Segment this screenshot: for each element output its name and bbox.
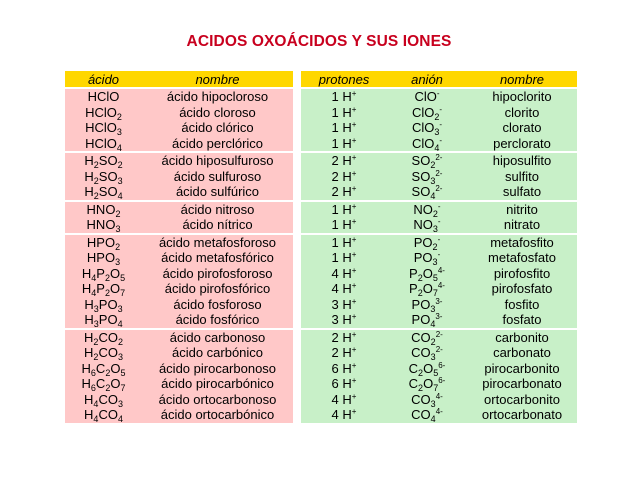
ion-name: metafosfato (488, 250, 556, 265)
anion-cell (387, 330, 467, 423)
protons: 4 H+ (331, 265, 357, 281)
protons: 4 H+ (331, 281, 357, 296)
ion-name: pirofosfato (491, 281, 553, 296)
acid-name: ácido pirocarbonoso (158, 360, 277, 376)
anion: ClO- (414, 89, 440, 104)
acid-name: ácido sulfuroso (173, 168, 262, 184)
protons: 1 H+ (331, 217, 357, 232)
acid-formula-cell (65, 153, 142, 200)
anion: $NO_2^-$ (413, 201, 441, 219)
protons: 2 H+ (331, 153, 357, 168)
protons: 1 H+ (331, 250, 357, 265)
protons: 1 H+ (331, 234, 357, 250)
group-row (65, 89, 577, 151)
acid-formula: $H_4CO_4$ (84, 407, 123, 424)
protons: 1 H+ (331, 89, 357, 104)
ion-name: carbonito (495, 329, 549, 345)
ion-name: nitrato (503, 217, 541, 232)
acid-name: ácido pirofosforoso (162, 265, 273, 281)
acid-formula: $H_3PO_4$ (84, 312, 123, 329)
protons: 2 H+ (331, 345, 357, 360)
acid-name-cell (142, 153, 293, 200)
anion: $SO_4^{2-}$ (411, 184, 443, 201)
acid-name-cell (142, 235, 293, 328)
ion-name: clorato (502, 120, 542, 135)
acid-formula: $H_2SO_3$ (84, 168, 123, 186)
protons: 4 H+ (331, 407, 357, 422)
ion-name-cell (467, 89, 577, 151)
acid-formula: $H_4P_2O_7$ (81, 281, 126, 298)
acid-formula: HClO$_4$ (85, 135, 122, 153)
anion: $C_2O_5^{6-}$ (408, 360, 446, 378)
acid-name: ácido pirofosfórico (164, 281, 271, 296)
acid-name: ácido nítrico (182, 217, 253, 232)
protons: 1 H+ (331, 135, 357, 151)
anion: ClO$_4$- (411, 135, 443, 153)
acid-formula: $HPO_3$ (86, 250, 121, 267)
ion-name-cell (467, 153, 577, 200)
anion: $PO_3^{3-}$ (411, 296, 443, 314)
acid-formula-cell (65, 235, 142, 328)
group-row (65, 235, 577, 328)
acid-name: ácido nitroso (180, 201, 255, 217)
anion-cell (387, 89, 467, 151)
ion-name: ortocarbonato (481, 407, 563, 422)
acid-name: ácido fosforoso (173, 296, 262, 312)
anion: $CO_3^{2-}$ (411, 345, 443, 362)
acid-formula: $HNO_2$ (86, 201, 121, 219)
header-row (65, 71, 577, 87)
acid-name-cell (142, 330, 293, 423)
anion: $PO_2^-$ (413, 234, 441, 252)
ion-name: pirocarbonato (482, 376, 562, 391)
header-acido: ácido (65, 71, 142, 87)
protons-cell (301, 89, 387, 151)
acid-name: ácido clórico (181, 120, 254, 135)
acid-name: ácido ortocarbónico (160, 407, 275, 422)
protons-cell (301, 153, 387, 200)
acid-formula: $H_2SO_2$ (84, 153, 123, 170)
acid-formula: HClO (87, 89, 120, 104)
anion: $CO_4^{4-}$ (411, 407, 443, 424)
protons: 6 H+ (331, 360, 357, 376)
protons: 2 H+ (331, 184, 357, 199)
header-nombre-ion: nombre (467, 71, 577, 87)
acid-name: ácido metafosfórico (161, 250, 274, 265)
acid-name: ácido hipocloroso (166, 89, 269, 104)
acid-name: ácido sulfúrico (175, 184, 260, 199)
acid-formula: $H_4P_2O_5$ (81, 265, 126, 283)
protons: 4 H+ (331, 391, 357, 407)
acid-formula: $H_3PO_3$ (84, 296, 123, 314)
anion: $P_2O_5^{4-}$ (409, 265, 445, 283)
acid-formula-cell (65, 202, 142, 233)
acid-name: ácido carbonoso (169, 329, 266, 345)
anion: $NO_3^-$ (413, 217, 441, 234)
protons: 3 H+ (331, 296, 357, 312)
protons: 1 H+ (331, 201, 357, 217)
anion: $CO_2^{2-}$ (411, 329, 443, 347)
anion-cell (387, 235, 467, 328)
acid-formula: HClO$_3$ (85, 120, 122, 137)
anion: ClO$_3$- (411, 120, 443, 137)
acid-formula: $H_6C_2O_5$ (81, 360, 126, 378)
group-row (65, 153, 577, 200)
ion-name: fosfato (502, 312, 542, 327)
protons: 2 H+ (331, 168, 357, 184)
ion-name: perclorato (493, 135, 551, 151)
ion-name-cell (467, 202, 577, 233)
acid-formula: $H_2CO_3$ (84, 345, 123, 362)
anion: ClO$_2$- (411, 104, 443, 122)
acid-name: ácido fosfórico (175, 312, 260, 327)
anion-cell (387, 202, 467, 233)
ion-name: metafosfito (490, 234, 554, 250)
anion: $C_2O_7^{6-}$ (408, 376, 446, 393)
ion-name: carbonato (493, 345, 551, 360)
ion-name: ortocarbonito (484, 391, 560, 407)
anion: $PO_3^-$ (413, 250, 441, 267)
header-nombre-acido: nombre (142, 71, 293, 87)
anion: $P_2O_7^{4-}$ (409, 281, 445, 298)
acid-name: ácido ortocarbonoso (158, 391, 277, 407)
acid-name: ácido carbónico (171, 345, 264, 360)
ion-name-cell (467, 235, 577, 328)
acid-name: ácido hiposulfuroso (161, 153, 274, 168)
ion-name: pirocarbonito (484, 360, 560, 376)
protons: 1 H+ (331, 104, 357, 120)
protons-cell (301, 235, 387, 328)
ion-name: hiposulfito (492, 153, 552, 168)
page-title: ACIDOS OXOÁCIDOS Y SUS IONES (186, 33, 452, 50)
header-anion: anión (387, 71, 467, 87)
acid-name: ácido metafosforoso (158, 234, 277, 250)
anion: $PO_4^{3-}$ (411, 312, 443, 329)
ion-name: pirofosfito (493, 265, 551, 281)
oxoacids-table (65, 71, 577, 423)
anion: $SO_3^{2-}$ (411, 168, 443, 186)
protons: 2 H+ (331, 329, 357, 345)
anion: $CO_3^{4-}$ (411, 391, 443, 409)
protons-cell (301, 330, 387, 423)
acid-name: ácido cloroso (179, 104, 256, 120)
protons: 3 H+ (331, 312, 357, 327)
ion-name: sulfito (505, 168, 539, 184)
group-row (65, 330, 577, 423)
ion-name: sulfato (502, 184, 542, 199)
acid-formula: $H_2CO_2$ (84, 329, 123, 347)
acid-formula: $HNO_3$ (86, 217, 121, 234)
protons-cell (301, 202, 387, 233)
header-protones: protones (301, 71, 387, 87)
acid-name: ácido perclórico (171, 135, 264, 151)
acid-formula-cell (65, 89, 142, 151)
acid-formula-cell (65, 330, 142, 423)
acid-name-cell (142, 202, 293, 233)
acid-formula: $H_6C_2O_7$ (81, 376, 126, 393)
acid-formula: HClO$_2$ (85, 104, 122, 122)
ion-name: fosfito (504, 296, 540, 312)
acid-name-cell (142, 89, 293, 151)
protons: 1 H+ (331, 120, 357, 135)
anion: $SO_2^{2-}$ (411, 153, 443, 170)
ion-name: hipoclorito (492, 89, 552, 104)
protons: 6 H+ (331, 376, 357, 391)
group-row (65, 202, 577, 233)
anion-cell (387, 153, 467, 200)
ion-name: nitrito (506, 201, 538, 217)
acid-formula: $HPO_2$ (86, 234, 121, 252)
ion-name: clorito (504, 104, 540, 120)
acid-formula: $H_2SO_4$ (84, 184, 123, 201)
acid-formula: $H_4CO_3$ (84, 391, 123, 409)
ion-name-cell (467, 330, 577, 423)
acid-name: ácido pirocarbónico (161, 376, 274, 391)
